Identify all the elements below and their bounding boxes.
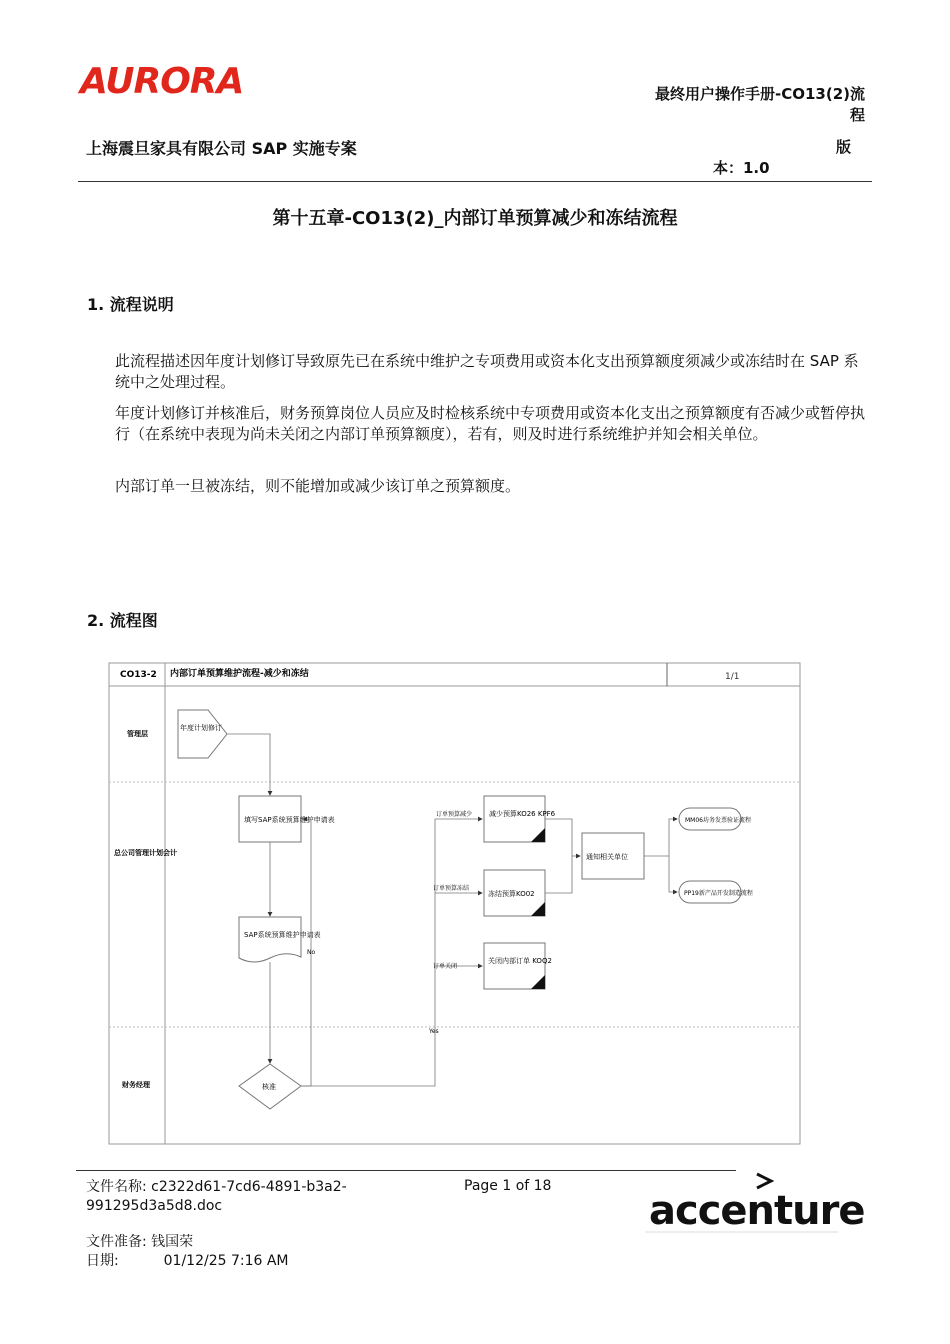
section1-paragraph-3: 内部订单一旦被冻结，则不能增加或减少该订单之预算额度。 — [115, 477, 521, 495]
close-order-node — [484, 943, 545, 989]
footer-divider — [76, 1170, 736, 1171]
branch-reduce-text: 订单预算减少 — [436, 811, 473, 818]
close-order-text: 关闭内部订单 KOQ2 — [488, 957, 552, 965]
pp19-text: PP19新产品开发制造流程 — [684, 890, 753, 897]
footer-preparer — [86, 1233, 193, 1252]
lane-planning-accountant: 总公司管理计划会计 — [114, 849, 177, 857]
reduce-budget-text: 减少预算KO26 KPF6 — [489, 810, 556, 818]
flowchart — [108, 662, 801, 1145]
fill-form-text: 填写SAP系统预算维护申请表 — [244, 816, 335, 824]
lane-finance-manager: 财务经理 — [122, 1081, 150, 1089]
aurora-logo-text: AURORA — [80, 61, 244, 102]
annual-plan-text: 年度计划修订 — [180, 724, 222, 732]
mm06-text: MM06坊务发票验证流程 — [685, 817, 751, 824]
flowchart-code: CO13-2 — [120, 670, 157, 680]
accenture-wordmark: accenture — [649, 1188, 865, 1234]
company-name: 上海震旦家具有限公司 SAP 实施专案 — [86, 139, 357, 158]
preparer-name: 钱国荣 — [151, 1234, 194, 1250]
filename-label: 文件名称: — [86, 1179, 147, 1195]
no-label: No — [307, 949, 316, 956]
section1-heading: 1. 流程说明 — [87, 295, 174, 314]
branch-freeze-text: 订单预算冻结 — [433, 885, 470, 892]
approve-text: 核准 — [262, 1083, 276, 1091]
header-divider — [78, 181, 872, 182]
manual-title — [620, 84, 865, 126]
branch-close-label: 订单关闭 — [433, 963, 458, 970]
version-label: 版 — [836, 138, 852, 156]
accenture-logo — [645, 1170, 865, 1234]
section1-paragraph-2: 年度计划修订并核准后，财务预算岗位人员应及时检核系统中专项费用或资本化支出之预算额度有否减少或暂停执行（在系统中表现为尚未关闭之内部订单预算额度），若有，则及时进行系统维护并知会相关单位。 — [115, 404, 866, 443]
freeze-budget-text: 冻结预算KO02 — [488, 890, 535, 898]
date-label: 日期: — [86, 1253, 119, 1269]
notify-text: 通知相关单位 — [586, 853, 628, 861]
flowchart-title: 内部订单预算维护流程-减少和冻结 — [170, 669, 309, 679]
section2-heading: 2. 流程图 — [87, 611, 158, 630]
lane-management: 管理层 — [127, 730, 148, 738]
date-value: 01/12/25 7:16 AM — [163, 1253, 289, 1269]
filename-line1: c2322d61-7cd6-4891-b3a2- — [151, 1179, 347, 1195]
aurora-logo — [80, 60, 244, 102]
branch-freeze-label — [433, 884, 469, 892]
version-value: 本：1.0 — [713, 159, 770, 177]
footer-page: Page 1 of 18 — [464, 1178, 552, 1194]
flowchart-page: 1/1 — [725, 672, 740, 682]
reduce-budget-node — [484, 796, 545, 842]
manual-title-line2: 程 — [849, 106, 865, 124]
preparer-label: 文件准备: — [86, 1234, 147, 1250]
footer-filename — [86, 1178, 347, 1216]
footer-date — [86, 1252, 289, 1271]
manual-title-line1: 最终用户操作手册-CO13(2)流 — [654, 85, 865, 103]
chapter-title: 第十五章-CO13(2)_内部订单预算减少和冻结流程 — [272, 208, 678, 229]
form-document-text: SAP系统预算维护申请表 — [244, 931, 321, 939]
yes-label: Yes — [429, 1028, 439, 1035]
branch-reduce-label — [436, 810, 472, 818]
filename-line2: 991295d3a5d8.doc — [86, 1198, 223, 1214]
accenture-chevron-icon — [757, 1174, 771, 1188]
section1-paragraph-1: 此流程描述因年度计划修订导致原先已在系统中维护之专项费用或资本化支出预算额度须减少或冻结时在 SAP 系统中之处理过程。 — [115, 352, 859, 391]
